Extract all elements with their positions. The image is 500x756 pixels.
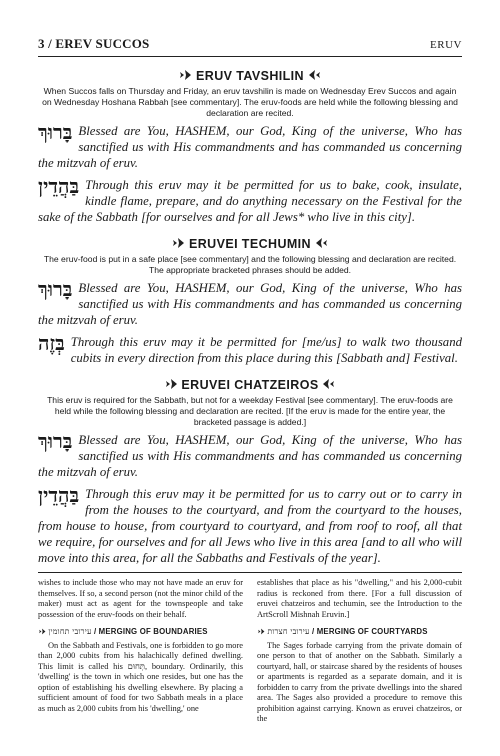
hebrew-lead-word: בַּהֲדֵין <box>38 483 80 507</box>
section-instructions: This eruv is required for the Sabbath, but not for a weekday Festival [see commentary]. The eruv-foods are held while the following blessing and declaration are recited. [If the eruv is made for the entire year, the bracketed passage is added.] <box>47 395 453 427</box>
running-header-right: ERUV <box>430 39 462 51</box>
running-header-left: 3 / EREV SUCCOS <box>38 36 150 51</box>
ornament-left-icon <box>171 237 185 249</box>
ornament-right-icon <box>322 378 336 390</box>
hebrew-lead-word: בְּזֶה <box>38 331 65 355</box>
section-heading-eruvei-chatzeiros <box>38 378 462 392</box>
subheading-text: / MERGING OF COURTYARDS <box>312 627 428 636</box>
subheading-hebrew: עירובי חצרות <box>267 627 310 636</box>
declaration-paragraph <box>38 174 462 225</box>
blessing-text: Blessed are You, HASHEM, our God, King of the universe, Who has sanctified us with His commandments and has commanded us concerning the mitzvah of eruv. <box>38 281 462 327</box>
commentary-left-column <box>38 578 243 725</box>
declaration-text: Through this eruv may it be permitted for [me/us] to walk two thousand cubits in every direction from this place during this [Sabbath and] Festival. <box>70 335 462 365</box>
ornament-icon <box>38 628 46 635</box>
commentary-subheading <box>38 627 243 638</box>
blessing-text: Blessed are You, HASHEM, our God, King of the universe, Who has sanctified us with His commandments and has commanded us concerning the mitzvah of eruv. <box>38 433 462 479</box>
commentary-paragraph: On the Sabbath and Festivals, one is forbidden to go more than 2,000 cubits from his halachically defined dwelling. This limit is called his תְּחוּם, boundary. Ordinarily, this 'dwelling' is the town in which one resides, but one has the option of establishing his dwelling elsewhere. By placing a sufficient amount of food for two Sabbath meals in a place as much as 2,000 cubits from his 'dwelling,' one <box>38 640 243 713</box>
header-rule <box>38 56 462 57</box>
hebrew-lead-word: בַּהֲדֵין <box>38 174 80 198</box>
section-instructions: When Succos falls on Thursday and Friday, an eruv tavshilin is made on Wednesday Erev Succos and again on Wednesday Hoshana Rabbah [see commentary]. The eruv-foods are held while the following blessing and declaration are recited. <box>42 86 458 118</box>
commentary-right-column <box>257 578 462 725</box>
declaration-text: Through this eruv may it be permitted for us to carry out or to carry in from the houses to the courtyard, and from the courtyard to the houses, from house to house, from courtyard to courtyard, and from roof to roof, all that we require, for ourselves and for all Jews who live in this area [and to all who will move into this area, for all the Sabbaths and Festivals of the year]. <box>38 487 462 565</box>
section-heading-eruv-tavshilin <box>38 69 462 83</box>
blessing-paragraph <box>38 429 462 480</box>
ornament-left-icon <box>178 69 192 81</box>
declaration-paragraph <box>38 331 462 366</box>
ornament-right-icon <box>308 69 322 81</box>
running-header <box>38 36 462 52</box>
subheading-hebrew: עירובי תחומין <box>48 627 92 636</box>
hebrew-lead-word: בָּרוּךְ <box>38 429 73 453</box>
commentary-divider <box>38 572 462 573</box>
section-title: ERUVEI CHATZEIROS <box>181 378 319 392</box>
blessing-text: Blessed are You, HASHEM, our God, King of the universe, Who has sanctified us with His commandments and has commanded us concerning the mitzvah of eruv. <box>38 124 462 170</box>
commentary-paragraph: establishes that place as his "dwelling," and his 2,000-cubit radius is reckoned from there. [For a full discussion of eruvei chatzeiros and techumin, see the Introduction to the ArtScroll Mishnah Eruvin.] <box>257 578 462 619</box>
blessing-paragraph <box>38 277 462 328</box>
declaration-paragraph <box>38 483 462 566</box>
commentary-columns <box>38 578 462 725</box>
declaration-text: Through this eruv may it be permitted for us to bake, cook, insulate, kindle flame, prepare, and do anything necessary on the Festival for the sake of the Sabbath [for ourselves and for all Jews* who live in this city]. <box>38 178 462 224</box>
commentary-paragraph: The Sages forbade carrying from the private domain of one person to that of another on the Sabbath. Similarly a courtyard, hall, or staircase shared by the residents of houses or apartments is regarded as a separate domain, and it is forbidden to carry from the private dwellings into the shared area. The Sages also provided a procedure to remove this prohibition against carrying. Known as eruvei chatzeiros, or the <box>257 640 462 723</box>
commentary-paragraph: wishes to include those who may not have made an eruv for themselves. If so, a second person (not the minor child of the maker) must act as agent for the townspeople and take possession of the eruv-foods on their behalf. <box>38 578 243 619</box>
hebrew-lead-word: בָּרוּךְ <box>38 277 73 301</box>
page <box>38 36 462 725</box>
section-instructions: The eruv-food is put in a safe place [see commentary] and the following blessing and declaration are recited. The appropriate bracketed phrases should be added. <box>43 254 457 275</box>
section-heading-eruvei-techumin <box>38 237 462 251</box>
section-title: ERUV TAVSHILIN <box>196 69 304 83</box>
ornament-right-icon <box>315 237 329 249</box>
commentary-subheading <box>257 627 462 638</box>
subheading-text: / MERGING OF BOUNDARIES <box>93 627 208 636</box>
ornament-icon <box>257 628 265 635</box>
hebrew-lead-word: בָּרוּךְ <box>38 120 73 144</box>
ornament-left-icon <box>164 378 178 390</box>
blessing-paragraph <box>38 120 462 171</box>
section-title: ERUVEI TECHUMIN <box>189 237 311 251</box>
